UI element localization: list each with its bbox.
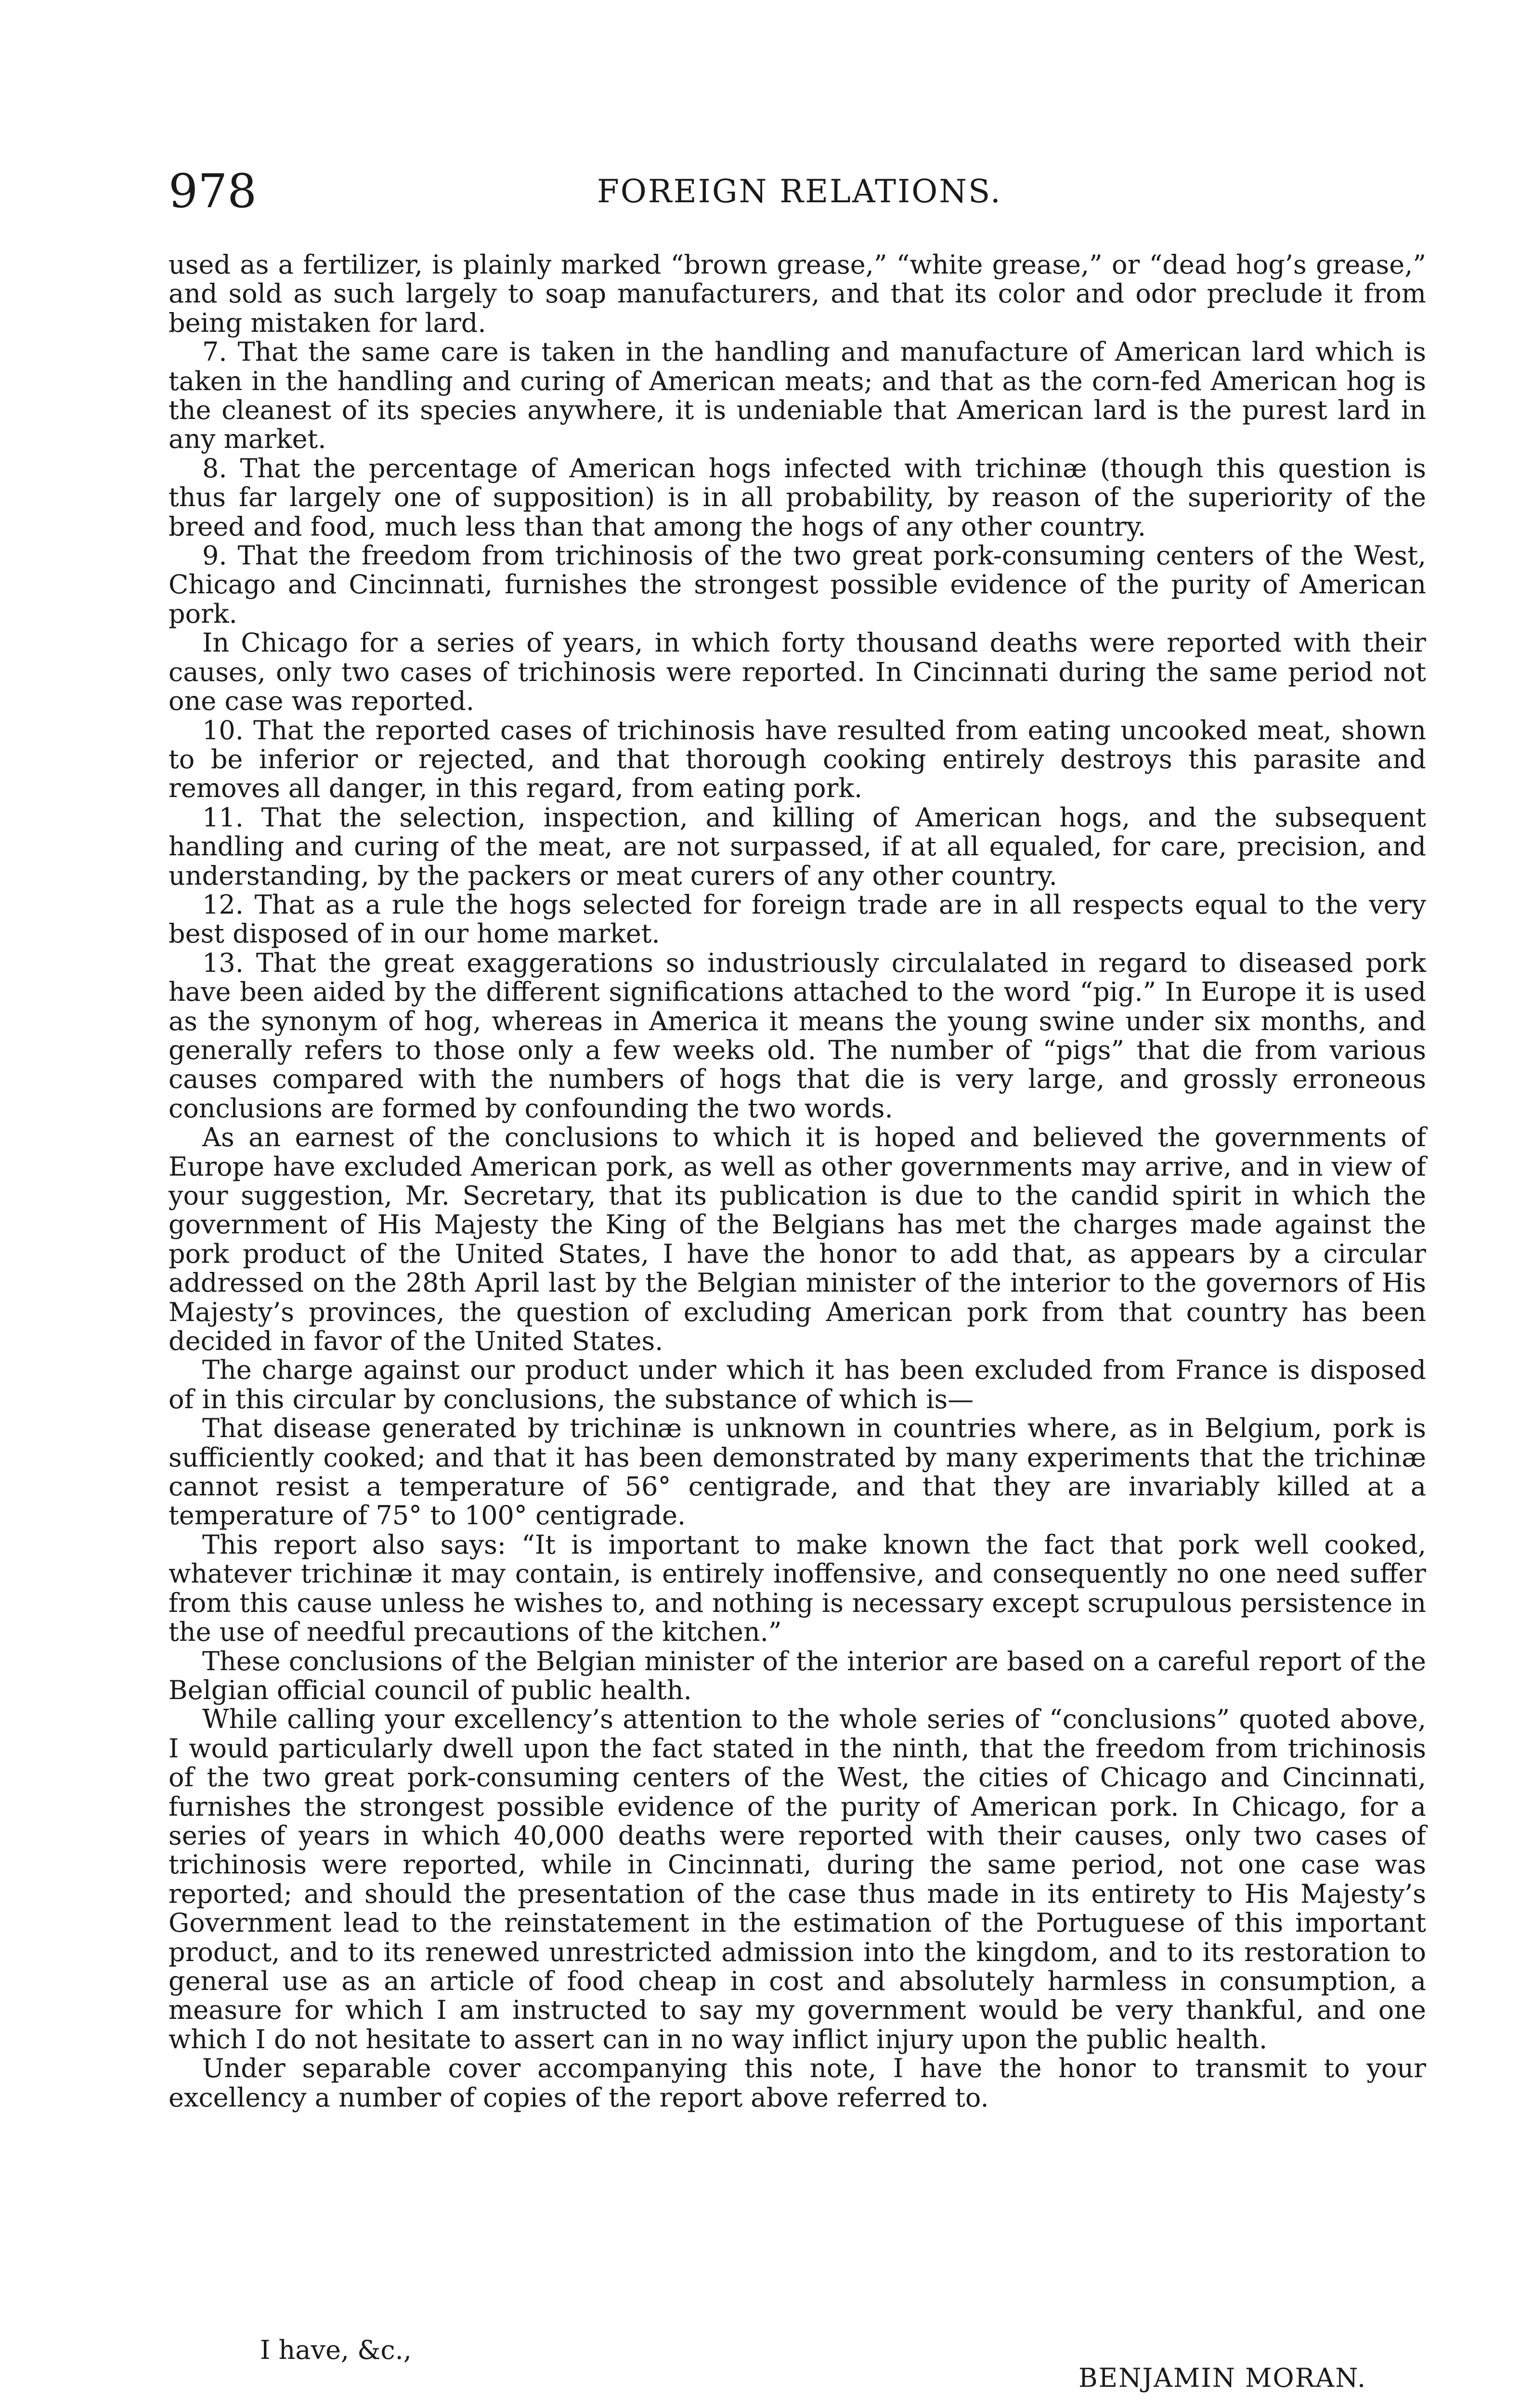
signature: BENJAMIN MORAN. — [1078, 2363, 1367, 2393]
page-number: 978 — [169, 164, 257, 218]
paragraph: These conclusions of the Belgian minister of the interior are based on a careful report of the Belgian official council of public health. — [169, 1646, 1426, 1705]
paragraph: The charge against our product under which it has been excluded from France is disposed of in this circular by conclusions, the substance of which is— — [169, 1355, 1426, 1414]
closing-line: I have, &c., — [260, 2335, 412, 2365]
paragraph: 9. That the freedom from trichinosis of the two great pork-consuming centers of the West, Chicago and Cincinnati, furnishes the strongest possible evidence of the purity of American pork. — [169, 540, 1426, 629]
paragraph: 7. That the same care is taken in the handling and manufacture of American lard which is taken in the handling and curing of American meats; and that as the corn-fed American hog is the cleanest of its species anywhere, it is undeniable that American lard is the purest lard in any market. — [169, 337, 1426, 455]
paragraph: That disease generated by trichinæ is unknown in countries where, as in Belgium, pork is sufficiently cooked; and that it has been demonstrated by many experiments that the trichinæ cannot resist a temperature of 56° centigrade, and that they are invariably killed at a temperature of 75° to 100° centigrade. — [169, 1413, 1426, 1531]
paragraph: 11. That the selection, inspection, and killing of American hogs, and the subsequent handling and curing of the meat, are not surpassed, if at all equaled, for care, precision, and understanding, by the packers or meat curers of any other country. — [169, 802, 1426, 891]
paragraph: In Chicago for a series of years, in which forty thousand deaths were reported with their causes, only two cases of trichinosis were reported. In Cincinnati during the same period not one case was reported. — [169, 628, 1426, 717]
paragraph: As an earnest of the conclusions to which it is hoped and believed the governments of Europe have excluded American pork, as well as other governments may arrive, and in view of your suggestion, Mr. Secretary, that its publication is due to the candid spirit in which the government of His Majesty the King of the Belgians has met the charges made against the pork product of the United States, I have the honor to add that, as appears by a circular addressed on the 28th April last by the Belgian minister of the interior to the governors of His Majesty’s provinces, the question of excluding American pork from that country has been decided in favor of the United States. — [169, 1122, 1426, 1357]
paragraph: 8. That the percentage of American hogs infected with trichinæ (though this question is thus far largely one of supposition) is in all probability, by reason of the superiority of the breed and food, much less than that among the hogs of any other country. — [169, 453, 1426, 542]
paragraph: 10. That the reported cases of trichinosis have resulted from eating uncooked meat, shown to be inferior or rejected, and that thorough cooking entirely destroys this parasite and removes all danger, in this regard, from eating pork. — [169, 715, 1426, 804]
paragraph: Under separable cover accompanying this note, I have the honor to transmit to your excellency a number of copies of the report above referred to. — [169, 2053, 1426, 2113]
body-text — [169, 250, 1426, 2112]
paragraph: 13. That the great exaggerations so industriously circulalated in regard to diseased pork have been aided by the different significations attached to the word “pig.” In Europe it is used as the synonym of hog, whereas in America it means the young swine under six months, and generally refers to those only a few weeks old. The number of “pigs” that die from various causes compared with the numbers of hogs that die is very large, and grossly erroneous conclusions are formed by confounding the two words. — [169, 947, 1426, 1124]
running-head: FOREIGN RELATIONS. — [597, 173, 1002, 210]
paragraph: This report also says: “It is important to make known the fact that pork well cooked, whatever trichinæ it may contain, is entirely inoffensive, and consequently no one need suffer from this cause unless he wishes to, and nothing is necessary except scrupulous persistence in the use of needful precautions of the kitchen.” — [169, 1529, 1426, 1648]
paragraph: used as a fertilizer, is plainly marked “brown grease,” “white grease,” or “dead hog’s grease,” and sold as such largely to soap manufacturers, and that its color and odor preclude it from being mistaken for lard. — [169, 249, 1426, 338]
paragraph: While calling your excellency’s attention to the whole series of “conclusions” quoted above, I would particularly dwell upon the fact stated in the ninth, that the freedom from trichinosis of the two great pork-consuming centers of the West, the cities of Chicago and Cincinnati, furnishes the strongest possible evidence of the purity of American pork. In Chicago, for a series of years in which 40,000 deaths were reported with their causes, only two cases of trichinosis were reported, while in Cincinnati, during the same period, not one case was reported; and should the presentation of the case thus made in its entirety to His Majesty’s Government lead to the reinstatement in the estimation of the Portuguese of this important product, and to its renewed unrestricted admission into the kingdom, and to its restoration to general use as an article of food cheap in cost and absolutely harmless in consumption, a measure for which I am instructed to say my government would be very thankful, and one which I do not hesitate to assert can in no way inflict injury upon the public health. — [169, 1704, 1426, 2055]
paragraph: 12. That as a rule the hogs selected for foreign trade are in all respects equal to the very best disposed of in our home market. — [169, 889, 1426, 949]
